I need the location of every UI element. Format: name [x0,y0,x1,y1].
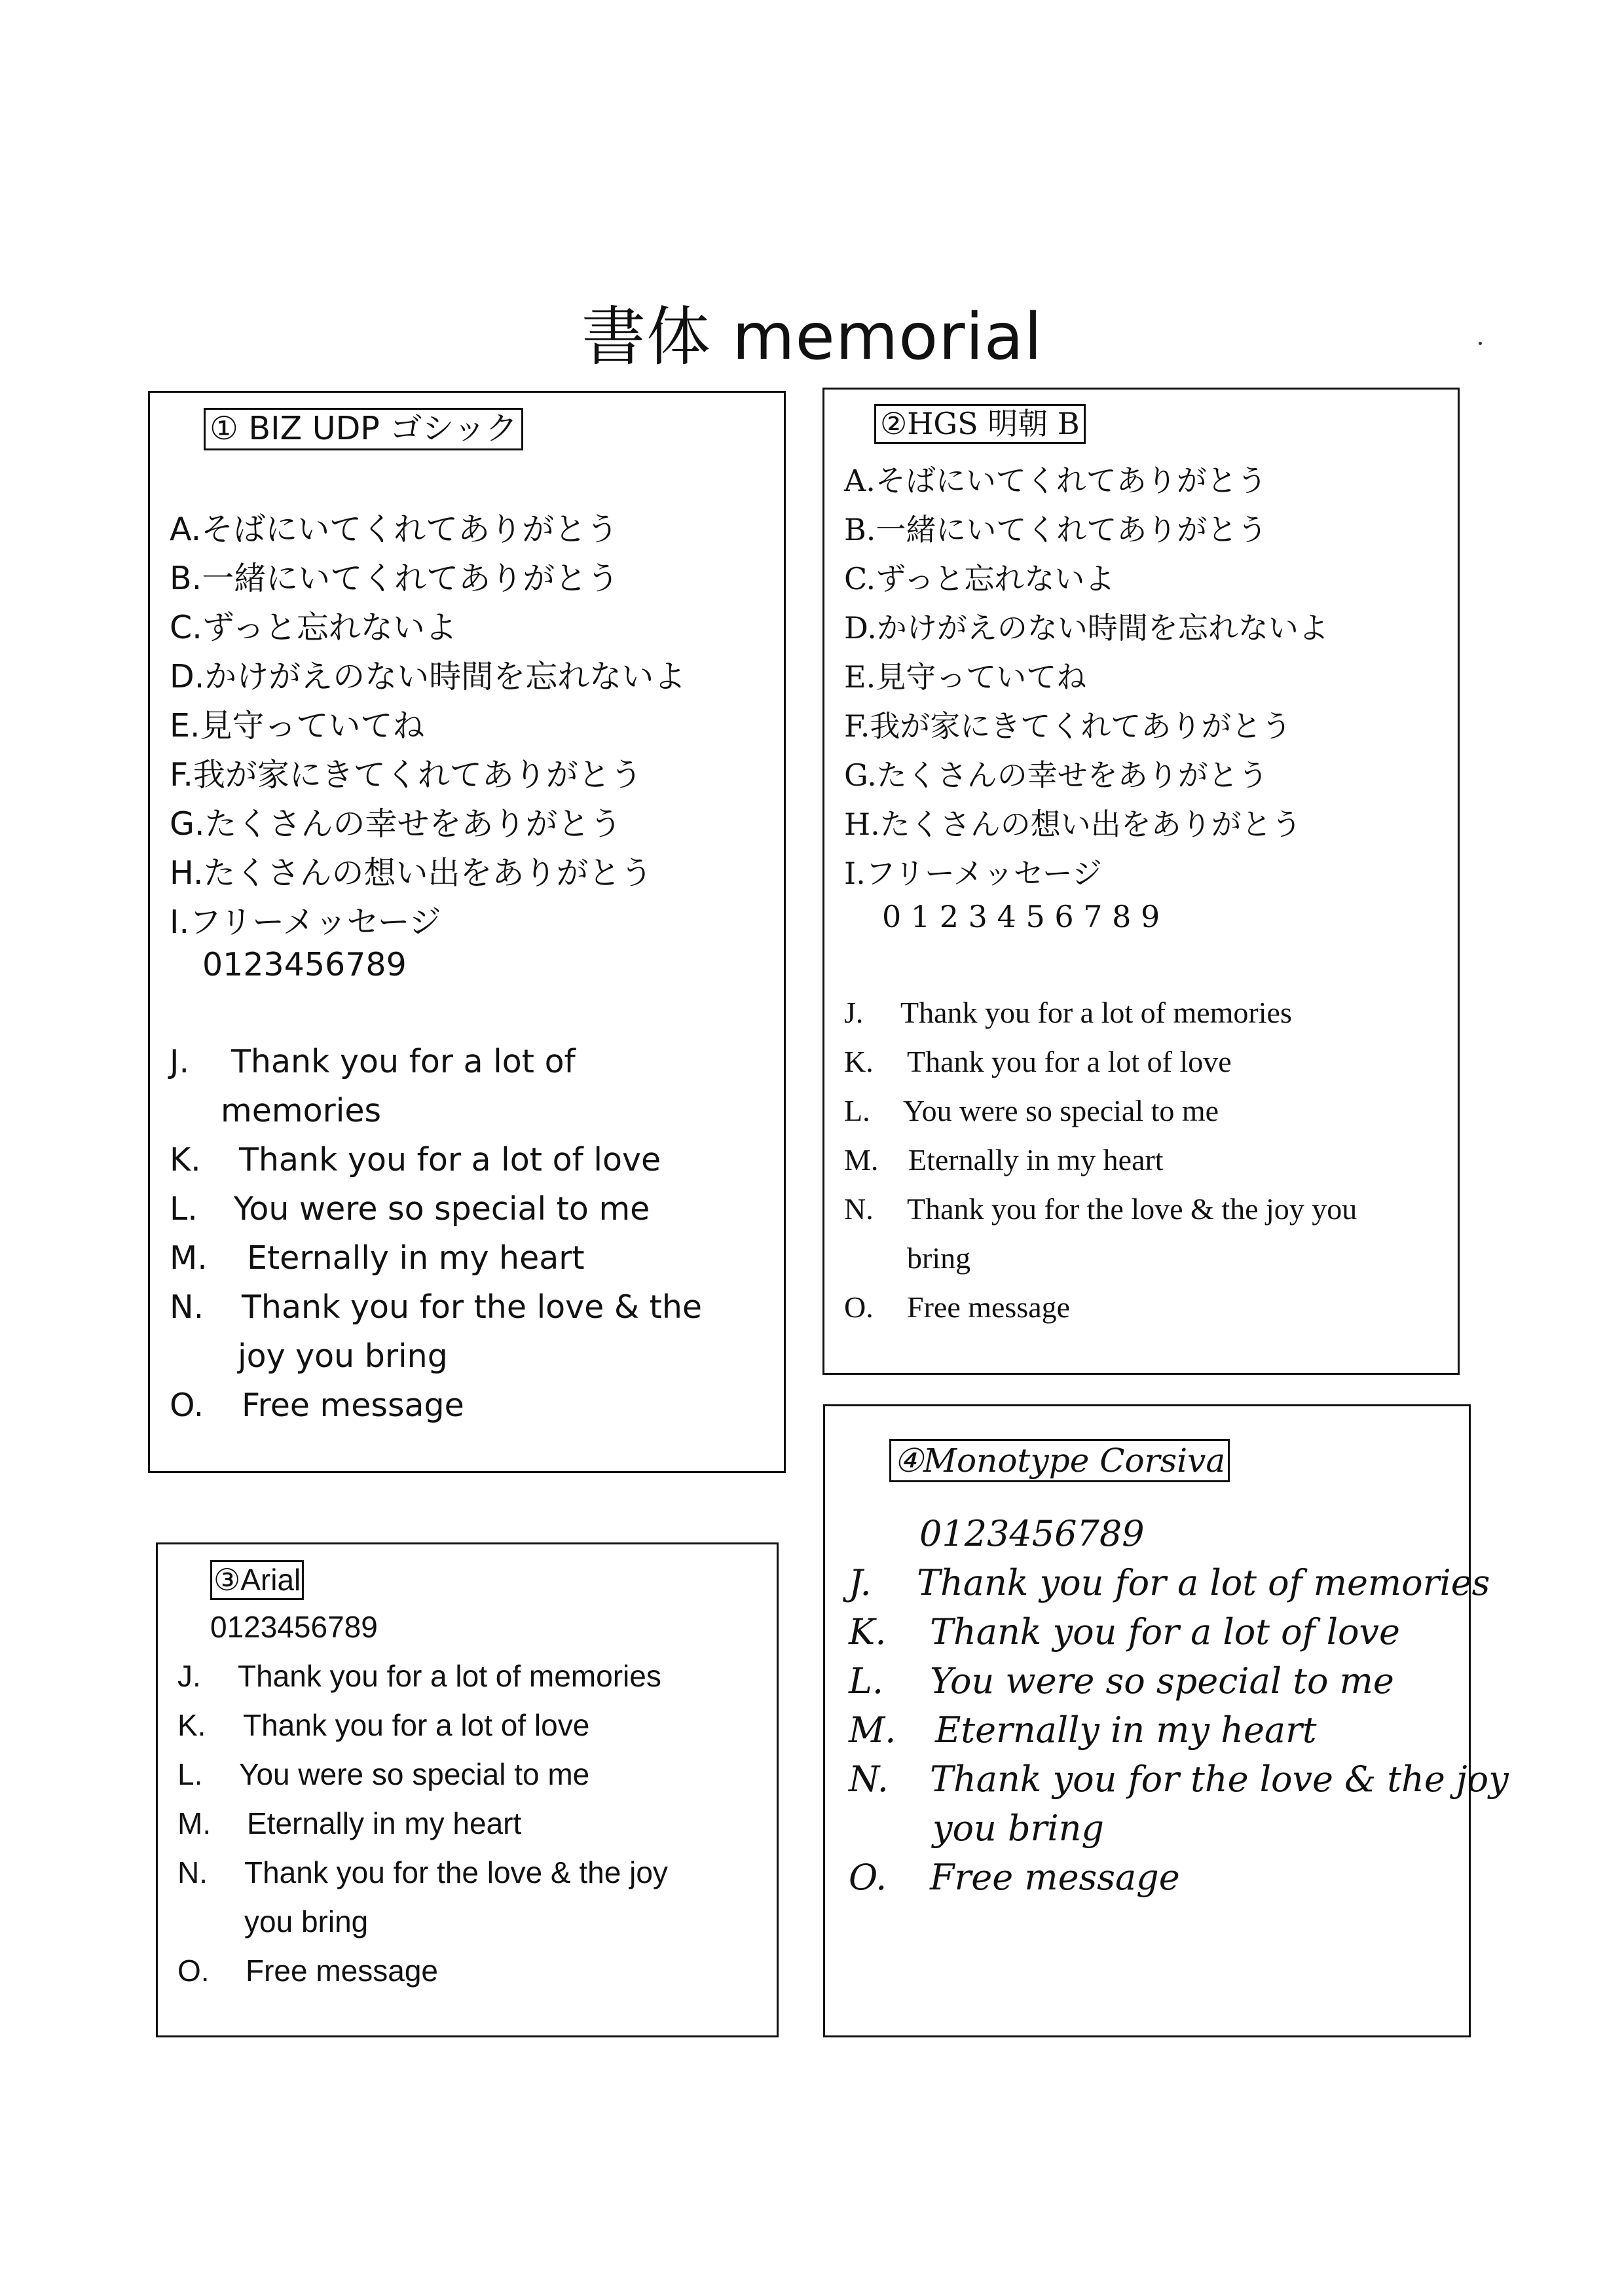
item-marker-m: M. [844,1143,879,1176]
item-text-m: Eternally in my heart [935,1709,1317,1751]
sample-line-b: B.一緒にいてくれてありがとう [844,512,1268,547]
item-marker-l: L. [844,1094,870,1127]
item-text-n-cont: joy you bring [238,1338,448,1375]
item-text-n: Thank you for the love & the joy you [907,1192,1357,1226]
item-text-m: Eternally in my heart [247,1806,522,1840]
stray-mark [1479,342,1482,345]
item-text-o: Free message [930,1857,1180,1898]
sample-line-f: F.我が家にきてくれてありがとう [844,708,1292,744]
sample-line-g: G.たくさんの幸せをありがとう [170,805,622,843]
item-text-k: Thank you for a lot of love [930,1611,1401,1652]
item-marker-o: O. [844,1290,874,1324]
item-text-j: Thank you for a lot of memories [900,996,1292,1029]
font-sample-box-arial [156,1542,779,2037]
sample-line-c: C.ずっと忘れないよ [844,561,1115,596]
sample-line-h: H.たくさんの想い出をありがとう [844,807,1302,842]
sample-line-f: F.我が家にきてくれてありがとう [170,756,642,793]
item-text-l: You were so special to me [903,1094,1219,1127]
item-marker-k: K. [177,1708,206,1742]
item-text-j: Thank you for a lot of memories [238,1659,661,1693]
font-label: ②HGS 明朝 B [874,404,1086,444]
item-text-n-cont: bring [907,1241,971,1275]
sample-line-a: A.そばにいてくれてありがとう [844,463,1267,498]
item-text-l: You were so special to me [234,1190,650,1228]
item-marker-j: J. [170,1043,190,1080]
sample-line-a: A.そばにいてくれてありがとう [170,511,619,548]
item-text-o: Free message [246,1954,439,1988]
item-marker-l: L. [849,1660,884,1702]
item-text-k: Thank you for a lot of love [243,1708,590,1742]
sample-line-d: D.かけがえのない時間を忘れないよ [170,658,686,695]
sample-line-e: E.見守っていてね [170,707,425,744]
font-label: ③Arial [210,1560,304,1600]
item-marker-n: N. [177,1855,208,1889]
item-marker-o: O. [177,1954,210,1988]
item-text-o: Free message [242,1387,464,1424]
font-label: ④Monotype Corsiva [889,1439,1230,1482]
font-sample-box-monotype-corsiva [823,1404,1509,2037]
item-text-k: Thank you for a lot of love [239,1141,661,1178]
sample-line-i: I.フリーメッセージ [170,903,441,941]
digits-line: 0123456789 [202,946,407,983]
sample-line-e: E.見守っていてね [844,659,1087,695]
item-marker-o: O. [849,1857,887,1898]
font-label: ① BIZ UDP ゴシック [204,408,523,450]
item-marker-j: J. [844,996,864,1029]
item-marker-m: M. [849,1709,896,1751]
item-text-n: Thank you for the love & the joy [930,1758,1509,1800]
item-text-o: Free message [907,1290,1071,1324]
digits-line: 0 1 2 3 4 5 6 7 8 9 [882,899,1160,934]
item-marker-k: K. [849,1611,887,1652]
item-marker-m: M. [170,1239,208,1277]
item-text-k: Thank you for a lot of love [907,1045,1232,1078]
item-marker-n: N. [844,1192,874,1226]
item-marker-j: J. [177,1659,201,1693]
item-marker-m: M. [177,1806,212,1840]
item-marker-l: L. [177,1757,203,1791]
item-text-n: Thank you for the love & the [242,1288,703,1326]
sample-line-g: G.たくさんの幸せをありがとう [844,757,1268,793]
item-text-l: You were so special to me [930,1660,1394,1702]
sample-line-d: D.かけがえのない時間を忘れないよ [844,610,1329,646]
digits-line: 0123456789 [210,1610,378,1644]
item-marker-k: K. [170,1141,201,1178]
item-text-n-cont: you bring [932,1808,1104,1849]
digits-line: 0123456789 [919,1513,1145,1554]
sample-line-i: I.フリーメッセージ [844,856,1102,891]
item-marker-o: O. [170,1387,204,1424]
font-sample-box-hgs-mincho [822,388,1460,1375]
item-marker-j: J. [849,1562,872,1603]
sample-line-h: H.たくさんの想い出をありがとう [170,854,653,892]
item-text-n: Thank you for the love & the joy [244,1855,668,1889]
sample-line-b: B.一緒にいてくれてありがとう [170,560,619,597]
item-text-j: Thank you for a lot of [231,1043,576,1080]
item-text-l: You were so special to me [239,1757,590,1791]
item-text-j-cont: memories [221,1092,382,1129]
sample-line-c: C.ずっと忘れないよ [170,609,457,646]
item-marker-k: K. [844,1045,874,1078]
item-marker-n: N. [170,1288,204,1326]
item-text-m: Eternally in my heart [247,1239,585,1277]
item-text-m: Eternally in my heart [908,1143,1164,1176]
font-sample-box-biz-udp-gothic [148,391,786,1473]
item-text-n-cont: you bring [244,1904,369,1939]
item-marker-n: N. [849,1758,889,1800]
page-title: 書体 memorial [581,300,1043,374]
item-text-j: Thank you for a lot of memories [917,1562,1490,1603]
item-marker-l: L. [170,1190,198,1228]
